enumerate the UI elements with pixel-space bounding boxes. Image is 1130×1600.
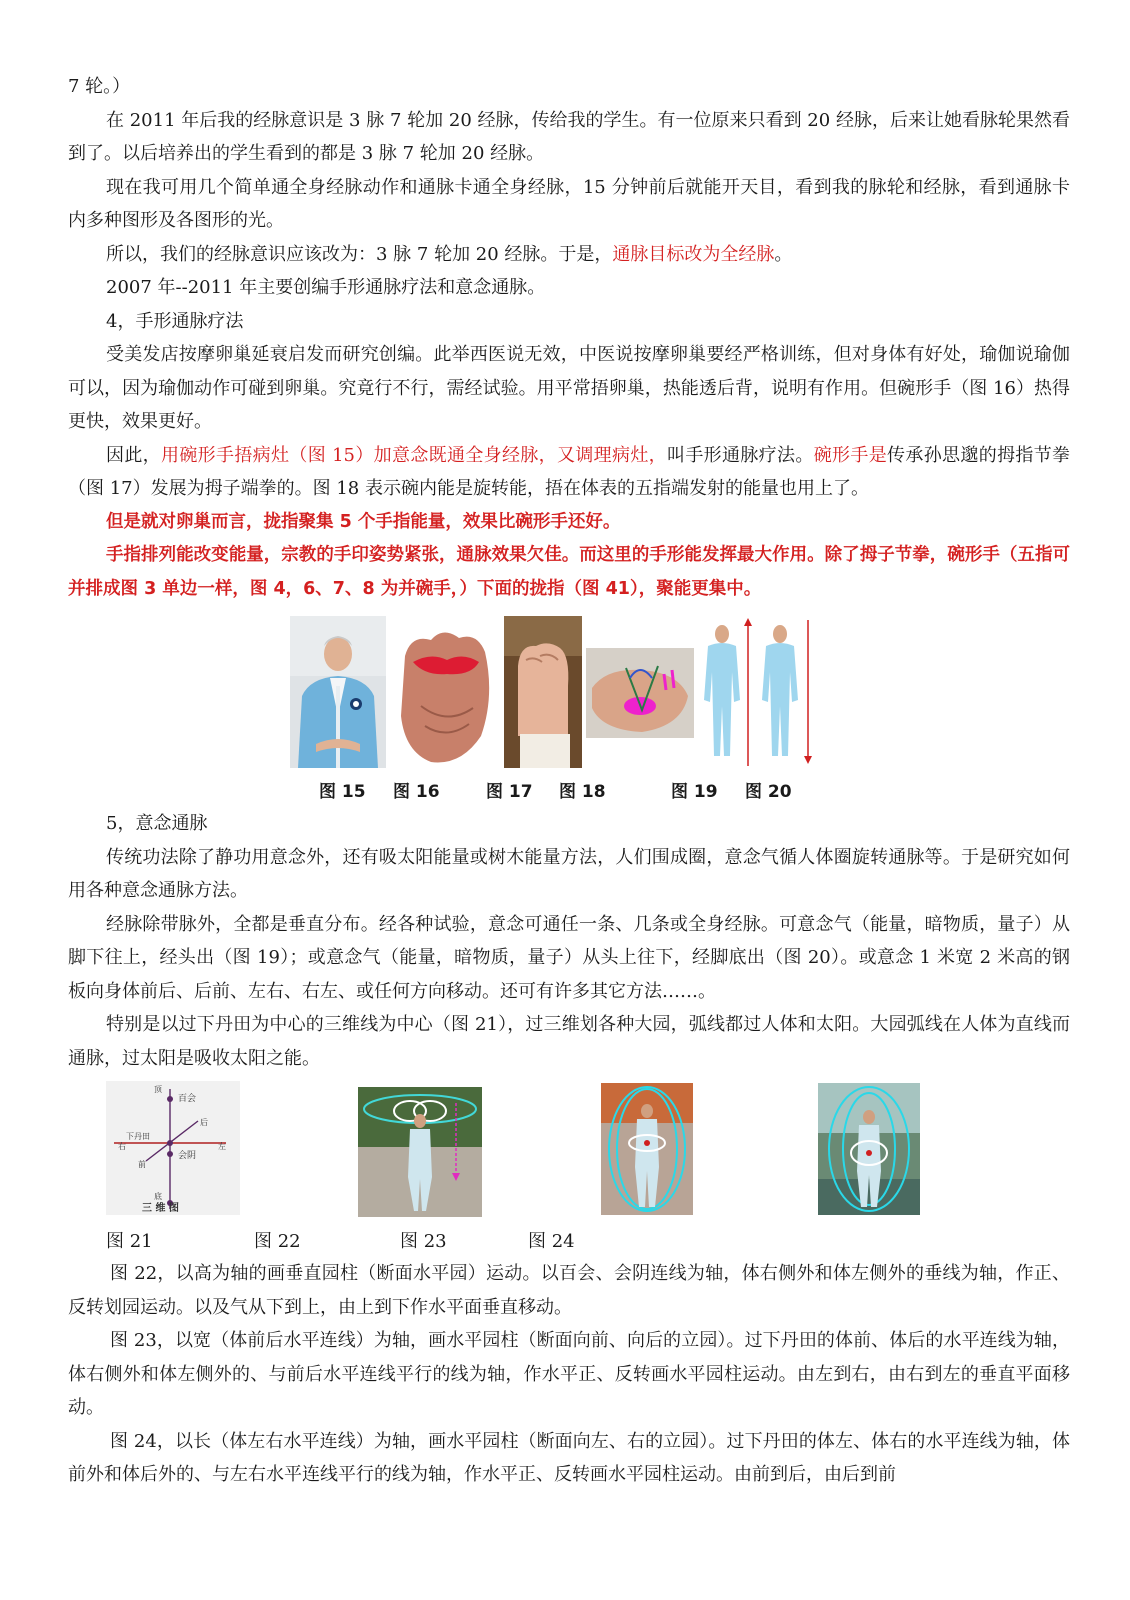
diagram-label-zuo: 左 [218,1142,226,1151]
paragraph-3-end: 。 [774,243,793,265]
diagram-label-top: 顶 [154,1085,162,1094]
figure-21-diagram [106,1081,240,1215]
figure-18-photo [586,648,694,738]
paragraph-3-text: 所以，我们的经脉意识应该改为：3 脉 7 轮加 20 经脉。于是， [106,243,613,265]
caption-fig-21: 图 21 [106,1231,153,1252]
caption-fig-18: 图 18 [559,782,606,802]
figure-captions-row-1 [68,771,1070,807]
highlight-goal: 通脉目标改为全经脉 [612,243,775,265]
paragraph-6-end: 传承孙思邈的拇指节拳（图 17）发展为拇子端拳的。图 18 表示碗内能是旋转能，捂在体表的五指端发射的能量也用上了。 [68,444,1071,499]
diagram-title: 三 维 图 [142,1203,179,1214]
figure-22-photo [358,1087,482,1217]
diagram-label-qian: 前 [138,1160,146,1169]
caption-fig-23: 图 23 [400,1231,447,1252]
diagram-label-hou: 后 [200,1118,208,1127]
caption-fig-22: 图 22 [254,1231,301,1252]
highlight-bowl-hand-2: 碗形手是 [813,444,888,466]
caption-fig-16: 图 16 [393,782,440,802]
paragraph-9: 传统功法除了静功用意念外，还有吸太阳能量或树木能量方法，人们围成圈，意念气循人体圈旋转通脉等。于是研究如何用各种意念通脉方法。 [68,846,1070,901]
figure-row-2 [68,1081,1070,1223]
paragraph-2: 现在我可用几个简单通全身经脉动作和通脉卡通全身经脉，15 分钟前后就能开天目，看到我的脉轮和经脉，看到通脉卡内多种图形及各图形的光。 [68,176,1070,231]
paragraph-3 [68,238,1070,272]
figure-23-photo [601,1083,693,1215]
diagram-label-you: 右 [118,1142,126,1151]
figure-17-photo [504,616,582,768]
paragraph-6 [68,439,1070,506]
highlight-bowl-hand: 用碗形手捂病灶（图 15）加意念既通全身经脉，又调理病灶， [161,444,667,466]
document-page [68,70,1070,1492]
paragraph-0: 7 轮。） [68,76,131,97]
paragraph-1: 在 2011 年后我的经脉意识是 3 脉 7 轮加 20 经脉，传给我的学生。有一位原来只看到 20 经脉，后来让她看脉轮果然看到了。以后培养出的学生看到的都是 3 脉 7 轮加 20 经脉。 [68,109,1070,164]
figure-15-photo [290,616,386,768]
paragraph-4: 2007 年--2011 年主要创编手形通脉疗法和意念通脉。 [106,277,546,298]
paragraph-14: 图 24，以长（体左右水平连线）为轴，画水平园柱（断面向左、右的立园）。过下丹田的体左、体右的水平连线为轴，体前外和体后外的、与左右水平连线平行的线为轴，作水平正、反转画水平园柱运动。由前到后，由后到前 [68,1430,1070,1485]
caption-fig-24: 图 24 [528,1231,575,1252]
paragraph-11: 特别是以过下丹田为中心的三维线为中心（图 21），过三维划各种大园，弧线都过人体和太阳。大园弧线在人体为直线而通脉，过太阳是吸收太阳之能。 [68,1014,1070,1069]
figure-captions-row-2 [68,1223,1070,1257]
paragraph-7: 但是就对卵巢而言，拢指聚集 5 个手指能量，效果比碗形手还好。 [106,511,621,532]
diagram-label-dantian: 下丹田 [126,1132,150,1141]
figure-20-photo [758,616,814,768]
figure-19-photo [698,616,754,768]
paragraph-6-start: 因此， [106,444,162,466]
paragraph-8: 手指排列能改变能量，宗教的手印姿势紧张，通脉效果欠佳。而这里的手形能发挥最大作用。除了拇子节拳，碗形手（五指可并排成图 3 单边一样，图 4，6、7、8 为并碗手，）下面的拢指（图 41），聚能更集中。 [68,545,1070,599]
caption-fig-20: 图 20 [745,782,792,802]
figure-16-photo [391,616,499,768]
paragraph-12: 图 22，以高为轴的画垂直园柱（断面水平园）运动。以百会、会阴连线为轴，体右侧外和体左侧外的垂线为轴，作正、反转划园运动。以及气从下到上，由上到下作水平面垂直移动。 [68,1263,1070,1318]
paragraph-5: 受美发店按摩卵巢延衰启发而研究创编。此举西医说无效，中医说按摩卵巢要经严格训练，但对身体有好处，瑜伽说瑜伽可以，因为瑜伽动作可碰到卵巢。究竟行不行，需经试验。用平常捂卵巢，热能透后背，说明有作用。但碗形手（图 16）热得更快，效果更好。 [68,344,1070,432]
caption-fig-19: 图 19 [671,782,718,802]
diagram-label-huiyin: 会阴 [178,1151,197,1161]
diagram-label-baihui: 百会 [178,1094,197,1104]
paragraph-13: 图 23，以宽（体前后水平连线）为轴，画水平园柱（断面向前、向后的立园）。过下丹田的体前、体后的水平连线为轴，体右侧外和体左侧外的、与前后水平连线平行的线为轴，作水平正、反转画水平园柱运动。由左到右，由右到左的垂直平面移动。 [68,1330,1070,1418]
paragraph-6-mid: 叫手形通脉疗法。 [667,444,814,466]
figure-24-photo [818,1083,920,1215]
paragraph-10: 经脉除带脉外，全都是垂直分布。经各种试验，意念可通任一条、几条或全身经脉。可意念气（能量，暗物质，量子）从脚下往上，经头出（图 19）；或意念气（能量，暗物质，量子）从头上往下，经脚底出（图 20）。或意念 1 米宽 2 米高的钢板向身体前后、后前、左右、右左、或任何方向移动。还可有许多其它方法……。 [68,913,1070,1002]
figure-row-1 [68,616,1070,771]
diagram-label-di: 底 [154,1192,162,1201]
section-title-5: 5，意念通脉 [106,813,208,834]
section-title-4: 4，手形通脉疗法 [106,310,244,332]
caption-fig-15: 图 15 [319,782,366,802]
caption-fig-17: 图 17 [486,782,533,802]
